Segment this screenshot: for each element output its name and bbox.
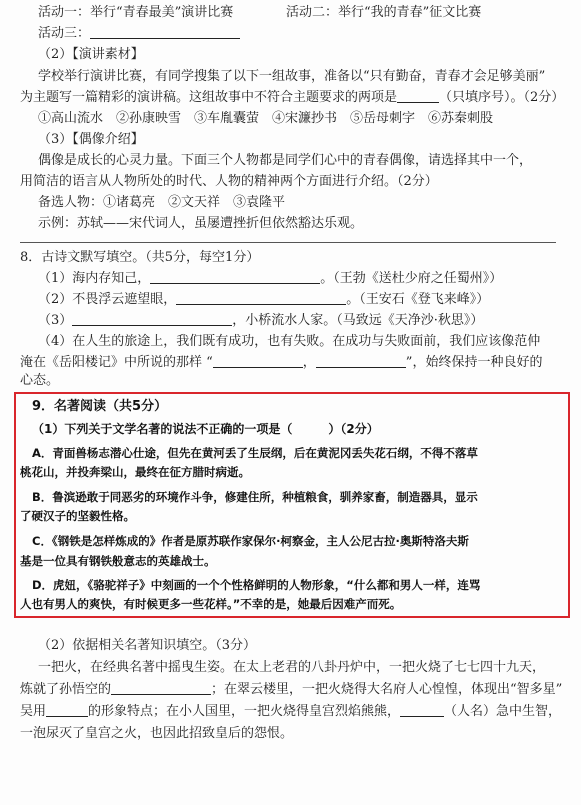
q9-text-1: 一把火，在经典名著中摇曳生姿。在太上老君的八卦丹炉中，一把火烧了七七四十九天， <box>38 660 546 675</box>
q9-option-b-1[interactable]: B．鲁滨逊敢于同恶劣的环境作斗争，修建住所，种植粮食，驯养家畜，制造器具，显示 <box>32 490 478 504</box>
q9-part-2: （2）依据相关名著知识填空。（3分） <box>38 638 257 653</box>
q9-title: 9．名著阅读（共5分） <box>32 399 168 414</box>
q9-sub-1: （1）下列关于文学名著的说法不正确的一项是（ ）（2分） <box>32 422 379 436</box>
q8-title: 8．古诗文默写填空。（共5分，每空1分） <box>20 250 260 265</box>
q3-example: 示例：苏轼——宋代词人，虽屡遭挫折但依然豁达乐观。 <box>38 216 364 231</box>
q3-line-1: 偶像是成长的心灵力量。下面三个人物都是同学们心中的青春偶像，请选择其中一个， <box>38 153 533 168</box>
q9-option-c-1[interactable]: C．《钢铁是怎样炼成的》作者是原苏联作家保尔·柯察金，主人公尼古拉·奥斯特洛夫斯 <box>32 534 469 548</box>
q3-candidates: 备选人物：①诸葛亮 ②文天祥 ③袁隆平 <box>38 195 286 210</box>
q2-answer-blank[interactable] <box>397 89 439 103</box>
q9-text-2: 炼就了孙悟空的 ；在翠云楼里，一把火烧得大名府人心惶惶，体现出“智多星” <box>20 682 563 697</box>
activity-3: 活动三： <box>38 25 240 43</box>
q9-option-d-2: 人也有男人的爽快，有时候更多一些花样。”不幸的是，她最后因难产而死。 <box>20 597 402 611</box>
q9-blank-3[interactable] <box>400 703 444 717</box>
activity-3-blank[interactable] <box>90 25 240 39</box>
q8-blank-4[interactable] <box>213 354 303 368</box>
activity-1: 活动一：举行“青春最美”演讲比赛 <box>38 5 234 20</box>
q9-option-d-1[interactable]: D．虎妞，《骆驼祥子》中刻画的一个个性格鲜明的人物形象，“什么都和男人一样，连骂 <box>32 578 481 592</box>
q8-item-4-cont: 淹在《岳阳楼记》中所说的那样 “ ， ”，始终保持一种良好的 <box>20 355 543 370</box>
q8-item-4: （4）在人生的旅途上，我们既有成功，也有失败。在成功与失败面前，我们应该像范仲 <box>38 334 541 349</box>
q9-option-a-2: 桃花山，并投奔梁山，最终在征方腊时病逝。 <box>20 465 250 479</box>
activity-2: 活动二：举行“我的青春”征文比赛 <box>286 5 482 20</box>
q9-text-3: 吴用 的形象特点；在小人国里，一把火烧得皇宫烈焰熊熊， （人名）急中生智， <box>20 704 562 719</box>
q9-option-c-2: 基是一位具有钢铁般意志的英雄战士。 <box>20 554 216 568</box>
q8-item-4-end: 心态。 <box>20 373 60 388</box>
q2-line-2: 为主题写一篇精彩的演讲稿。这组故事中不符合主题要求的两项是 （只填序号）。（2分） <box>20 90 565 105</box>
q8-blank-5[interactable] <box>316 354 406 368</box>
q8-blank-1[interactable] <box>150 270 320 284</box>
q9-blank-2[interactable] <box>46 703 88 717</box>
q9-text-4: 一泡尿灭了皇宫之火，也因此招致皇后的怨恨。 <box>20 726 294 741</box>
q3-title: （3）【偶像介绍】 <box>38 132 144 147</box>
q8-blank-2[interactable] <box>176 291 346 305</box>
q2-line-1: 学校举行演讲比赛，有同学搜集了以下一组故事，准备以“只有勤奋，青春才会足够美丽” <box>38 69 546 84</box>
q3-line-2: 用简洁的语言从人物所处的时代、人物的精神两个方面进行介绍。（2分） <box>20 174 438 189</box>
q8-item-2: （2）不畏浮云遮望眼， 。（王安石《登飞来峰》） <box>38 292 490 307</box>
q8-item-3: （3） ，小桥流水人家。（马致远《天净沙·秋思》） <box>38 313 484 328</box>
q8-blank-3[interactable] <box>72 312 232 326</box>
q8-item-1: （1）海内存知己， 。（王勃《送杜少府之任蜀州》） <box>38 271 503 286</box>
q9-option-b-2: 了硬汉子的坚毅性格。 <box>20 509 135 523</box>
q2-title: （2）【演讲素材】 <box>38 47 144 62</box>
q9-option-a-1[interactable]: A．青面兽杨志潜心仕途，但先在黄河丢了生辰纲，后在黄泥冈丢失花石纲，不得不落草 <box>32 446 478 460</box>
q3-answer-line[interactable] <box>20 242 556 243</box>
q2-options: ①高山流水 ②孙康映雪 ③车胤囊萤 ④宋濂抄书 ⑤岳母刺字 ⑥苏秦刺股 <box>38 111 494 126</box>
q9-blank-1[interactable] <box>111 681 211 695</box>
